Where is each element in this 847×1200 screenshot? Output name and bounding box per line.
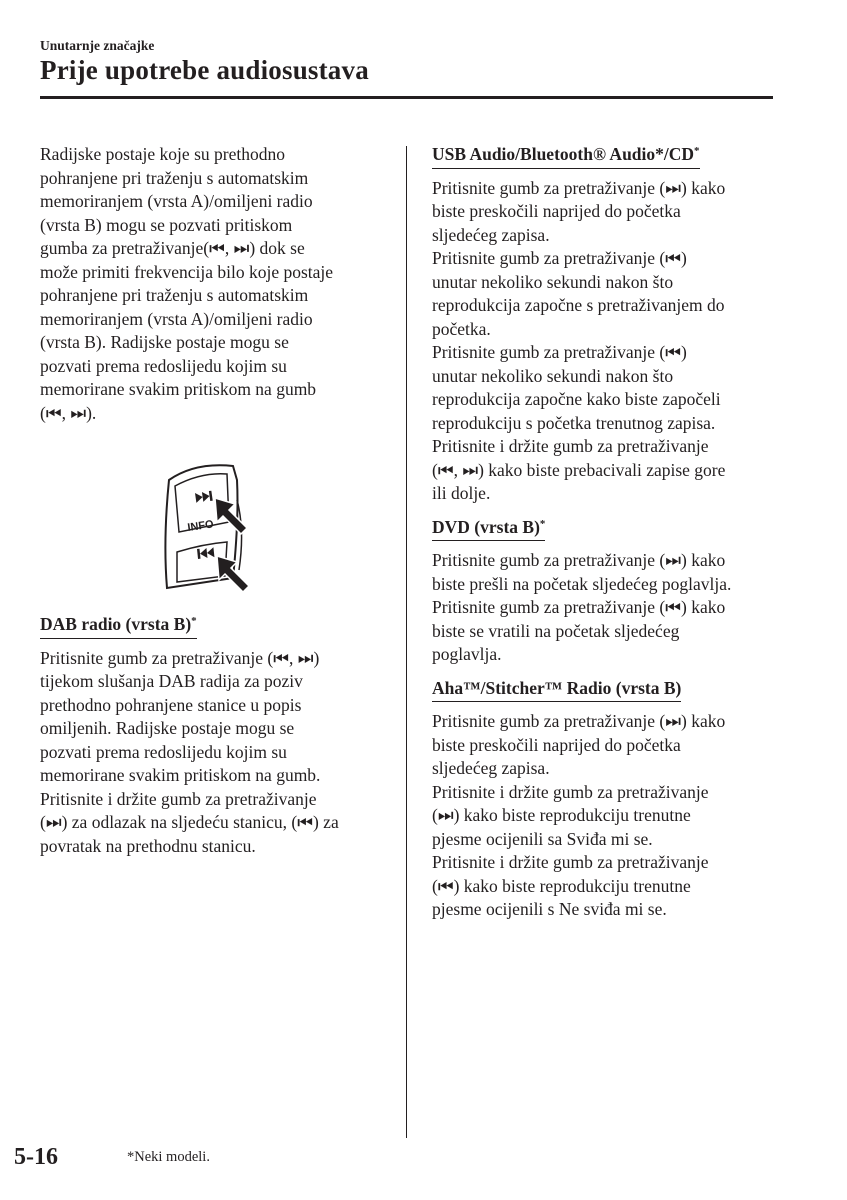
footnote-mark: * [694, 145, 700, 157]
seek-button-figure [40, 460, 385, 605]
usb-line: reprodukcija započne kako biste započeli [432, 389, 721, 409]
usb-line: Pritisnite gumb za pretraživanje (⏭) kako [432, 177, 726, 198]
intro-line: pohranjene pri traženju s automatskim [40, 285, 309, 305]
usb-line: ili dolje. [432, 483, 491, 503]
aha-heading [432, 677, 681, 703]
aha-line: pjesme ocijenili sa Sviđa mi se. [432, 828, 653, 849]
intro-line: memoriranjem (vrsta A)/omiljeni radio [40, 191, 313, 211]
intro-line: pozvati prema redoslijedu kojim su [40, 355, 287, 376]
intro-line: memoriranjem (vrsta A)/omiljeni radio [40, 308, 313, 329]
aha-line: (⏭) kako biste reprodukciju trenutne [432, 805, 691, 825]
aha-line: Pritisnite i držite gumb za pretraživanje [432, 781, 709, 802]
intro-line: memorirane svakim pritiskom na gumb [40, 379, 317, 399]
intro-paragraph [40, 143, 385, 425]
aha-section [432, 677, 787, 922]
usb-line: Pritisnite i držite gumb za pretraživanje [432, 436, 709, 456]
column-divider [406, 146, 407, 1138]
dab-heading-text: DAB radio (vrsta B) [40, 614, 192, 634]
aha-line: biste preskočili naprijed do početka [432, 734, 681, 755]
dvd-line: poglavlja. [432, 644, 502, 664]
dab-line: (⏭) za odlazak na sljedeću stanicu, (⏮) za [40, 812, 339, 832]
dvd-line: Pritisnite gumb za pretraživanje (⏭) kako [432, 550, 726, 570]
usb-heading [432, 143, 700, 169]
intro-line: pohranjene pri traženju s automatskim [40, 167, 309, 188]
usb-line: biste preskočili naprijed do početka [432, 201, 681, 221]
dab-line: Pritisnite gumb za pretraživanje (⏮, ⏭) [40, 647, 320, 668]
usb-line: sljedećeg zapisa. [432, 224, 550, 245]
dvd-line: Pritisnite gumb za pretraživanje (⏮) kako [432, 597, 726, 617]
dab-line: omiljenih. Radijske postaje mogu se [40, 718, 295, 738]
dab-line: pozvati prema redoslijedu kojim su [40, 741, 287, 762]
usb-line: Pritisnite gumb za pretraživanje (⏮) [432, 342, 687, 362]
page-number: 5-16 [14, 1144, 58, 1170]
aha-line: pjesme ocijenili s Ne sviđa mi se. [432, 899, 667, 919]
footnote: *Neki modeli. [127, 1149, 210, 1165]
usb-section [432, 143, 787, 506]
intro-line: Radijske postaje koje su prethodno [40, 144, 285, 164]
dvd-heading-text: DVD (vrsta B) [432, 516, 540, 537]
intro-line: može primiti frekvencija bilo koje postaje [40, 261, 334, 282]
usb-line: (⏮, ⏭) kako biste prebacivali zapise gore [432, 459, 726, 480]
usb-heading-text: USB Audio/Bluetooth® Audio*/CD [432, 144, 695, 164]
dab-line: povratak na prethodnu stanicu. [40, 835, 256, 856]
aha-line: (⏮) kako biste reprodukciju trenutne [432, 875, 691, 896]
usb-line: reprodukcija započne s pretraživanjem do [432, 295, 725, 315]
intro-line: (⏮, ⏭). [40, 402, 97, 423]
dab-line: prethodno pohranjene stanice u popis [40, 694, 302, 715]
aha-line: Pritisnite i držite gumb za pretraživanje [432, 852, 709, 872]
intro-line: (vrsta B). Radijske postaje mogu se [40, 332, 289, 352]
usb-line: unutar nekoliko sekundi nakon što [432, 365, 674, 386]
dvd-heading [432, 516, 545, 542]
aha-heading-text: Aha™/Stitcher™ Radio (vrsta B) [432, 677, 682, 698]
intro-line: gumba za pretraživanje(⏮, ⏭) dok se [40, 238, 305, 258]
dab-section [40, 613, 385, 858]
press-arrow-icon [217, 556, 249, 592]
usb-line: Pritisnite gumb za pretraživanje (⏮) [432, 248, 687, 268]
dab-line: tijekom slušanja DAB radija za poziv [40, 671, 303, 691]
dab-heading [40, 613, 197, 639]
steering-switch-illustration [155, 460, 275, 600]
usb-line: početka. [432, 318, 491, 339]
left-column [40, 143, 385, 858]
info-label: INFO [186, 518, 215, 534]
dvd-section [432, 516, 787, 667]
dab-line: memorirane svakim pritiskom na gumb. [40, 765, 321, 785]
right-column [432, 143, 787, 922]
section-label: Unutarnje značajke [40, 38, 155, 53]
dab-line: Pritisnite i držite gumb za pretraživanje [40, 788, 317, 809]
aha-line: Pritisnite gumb za pretraživanje (⏭) kako [432, 711, 726, 731]
aha-line: sljedećeg zapisa. [432, 758, 550, 778]
footnote-mark: * [539, 517, 546, 530]
footnote-mark: * [191, 615, 197, 627]
intro-line: (vrsta B) mogu se pozvati pritiskom [40, 214, 293, 235]
dvd-line: biste prešli na početak sljedećeg poglavlja. [432, 573, 732, 594]
usb-line: reprodukciju s početka trenutnog zapisa. [432, 412, 716, 433]
title-rule [40, 96, 773, 99]
page-title: Prije upotrebe audiosustava [40, 55, 369, 85]
dvd-line: biste se vratili na početak sljedećeg [432, 620, 680, 641]
usb-line: unutar nekoliko sekundi nakon što [432, 271, 674, 292]
